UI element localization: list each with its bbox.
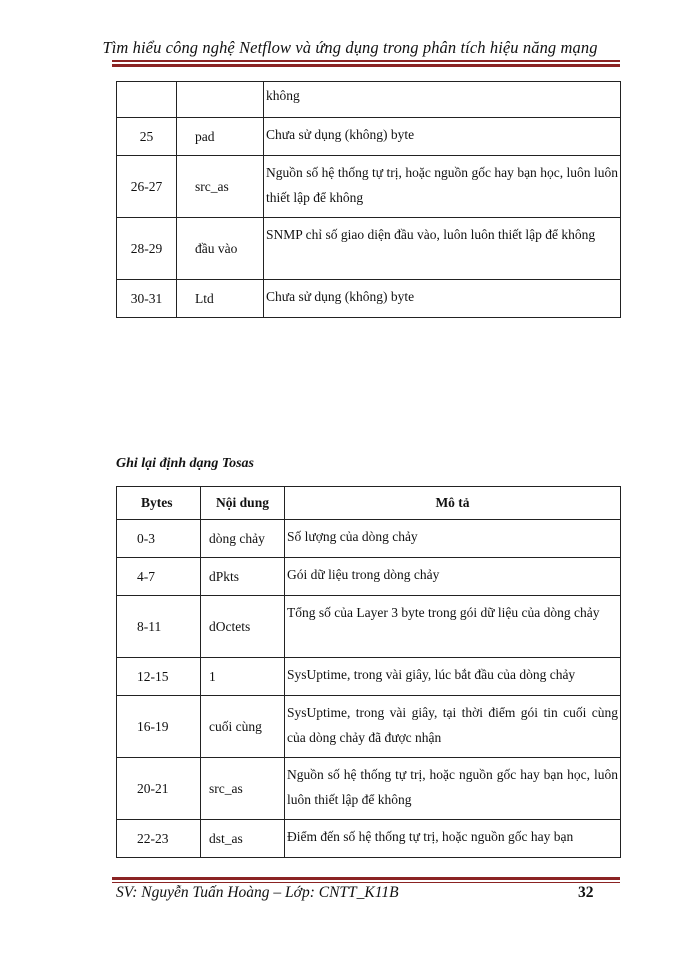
bytes-cell: 26-27 — [117, 156, 177, 218]
desc-cell: SysUptime, trong vài giây, lúc bắt đầu của dòng chảy — [285, 658, 621, 696]
bytes-cell: 0-3 — [117, 520, 201, 558]
bytes-cell: 20-21 — [117, 758, 201, 820]
desc-cell: SysUptime, trong vài giây, tại thời điểm gói tin cuối cùng của dòng chảy đã được nhận — [285, 696, 621, 758]
content-cell: đầu vào — [177, 218, 264, 280]
bytes-cell: 22-23 — [117, 820, 201, 858]
header-content: Nội dung — [201, 487, 285, 520]
bytes-cell: 4-7 — [117, 558, 201, 596]
table-row — [117, 118, 621, 156]
table-row — [117, 218, 621, 280]
desc-cell: Chưa sử dụng (không) byte — [264, 118, 621, 156]
table-continued — [116, 81, 621, 318]
content-cell: src_as — [177, 156, 264, 218]
table-row — [117, 558, 621, 596]
bytes-cell: 28-29 — [117, 218, 177, 280]
bytes-cell: 12-15 — [117, 658, 201, 696]
table-header-row — [117, 487, 621, 520]
tosas-format-table — [116, 486, 621, 858]
table-row — [117, 820, 621, 858]
section-title: Ghi lại định dạng Tosas — [116, 456, 254, 471]
content-cell: 1 — [201, 658, 285, 696]
bytes-cell — [117, 82, 177, 118]
bytes-cell: 8-11 — [117, 596, 201, 658]
desc-cell: không — [264, 82, 621, 118]
table-row — [117, 520, 621, 558]
content-cell: Ltd — [177, 280, 264, 318]
desc-cell: Điểm đến số hệ thống tự trị, hoặc nguồn gốc hay bạn — [285, 820, 621, 858]
content-cell: src_as — [201, 758, 285, 820]
header-rule — [112, 60, 620, 62]
content-cell — [177, 82, 264, 118]
header-rule-thick — [112, 64, 620, 67]
content-cell: dòng chảy — [201, 520, 285, 558]
table-row — [117, 156, 621, 218]
footer-rule-thick — [112, 877, 620, 880]
desc-cell: Nguồn số hệ thống tự trị, hoặc nguồn gốc hay bạn học, luôn luôn thiết lập để không — [264, 156, 621, 218]
desc-cell: Chưa sử dụng (không) byte — [264, 280, 621, 318]
footer-rule — [112, 882, 620, 883]
bytes-cell: 25 — [117, 118, 177, 156]
table-row — [117, 596, 621, 658]
table-row — [117, 758, 621, 820]
desc-cell: SNMP chỉ số giao diện đầu vào, luôn luôn thiết lập để không — [264, 218, 621, 280]
content-cell: dPkts — [201, 558, 285, 596]
bytes-cell: 16-19 — [117, 696, 201, 758]
header-bytes: Bytes — [117, 487, 201, 520]
table-row — [117, 82, 621, 118]
footer-author: SV: Nguyễn Tuấn Hoàng – Lớp: CNTT_K11B — [116, 884, 399, 901]
desc-cell: Gói dữ liệu trong dòng chảy — [285, 558, 621, 596]
desc-cell: Nguồn số hệ thống tự trị, hoặc nguồn gốc hay bạn học, luôn luôn thiết lập để không — [285, 758, 621, 820]
table-row — [117, 658, 621, 696]
content-cell: pad — [177, 118, 264, 156]
bytes-cell: 30-31 — [117, 280, 177, 318]
content-cell: dOctets — [201, 596, 285, 658]
table-row — [117, 696, 621, 758]
header-desc: Mô tả — [285, 487, 621, 520]
page-header: Tìm hiểu công nghệ Netflow và ứng dụng trong phân tích hiệu năng mạng — [102, 38, 598, 57]
desc-cell: Số lượng của dòng chảy — [285, 520, 621, 558]
content-cell: dst_as — [201, 820, 285, 858]
table-row — [117, 280, 621, 318]
content-cell: cuối cùng — [201, 696, 285, 758]
desc-cell: Tổng số của Layer 3 byte trong gói dữ liệu của dòng chảy — [285, 596, 621, 658]
page-number: 32 — [578, 884, 594, 901]
